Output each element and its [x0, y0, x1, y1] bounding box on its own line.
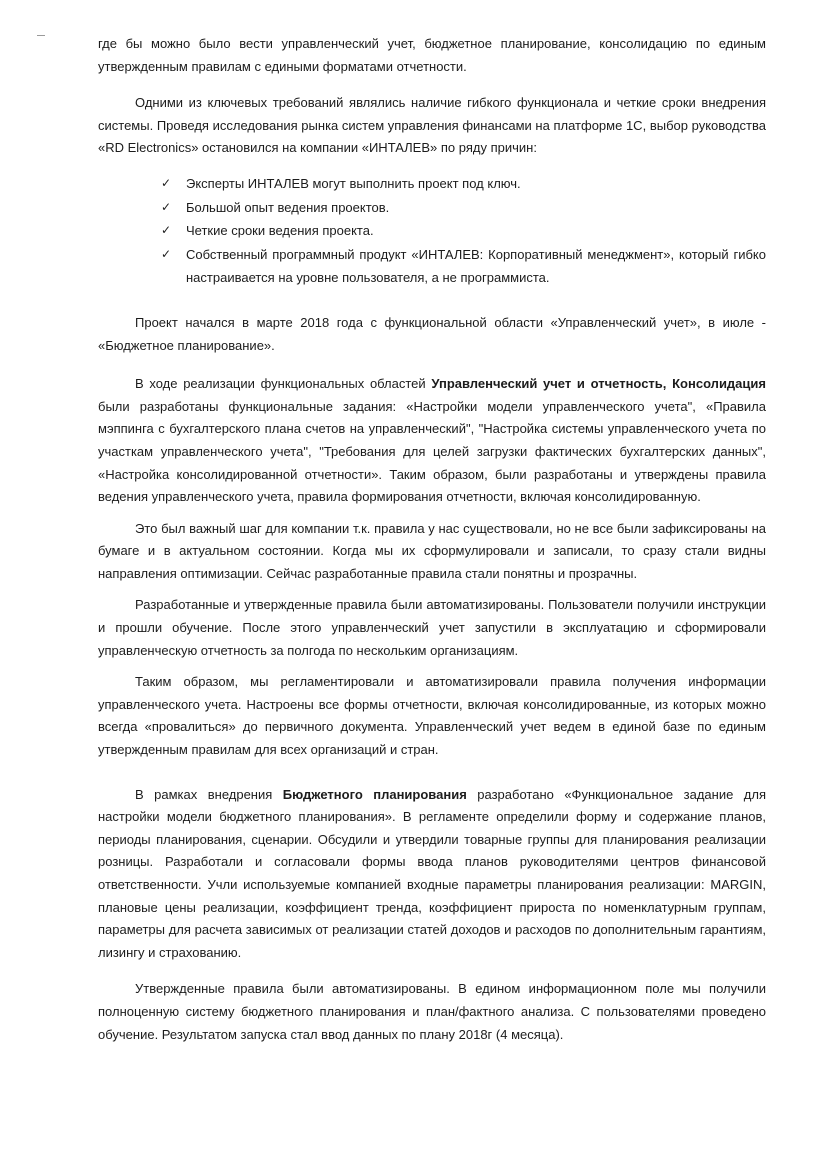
- paragraph-important-step: Это был важный шаг для компании т.к. правила у нас существовали, но не все были зафиксированы на бумаге и в актуальном состоянии. Когда мы их сформулировали и записали, то сразу стали видны направления оптимизации. Сейчас разработанные правила стали понятны и прозрачны.: [98, 520, 766, 581]
- list-item: ✓ Большой опыт ведения проектов.: [98, 196, 766, 220]
- paragraph-project-start: Проект начался в марте 2018 года с функциональной области «Управленческий учет», в июле - «Бюджетное планирование».: [98, 314, 766, 353]
- scan-mark: [37, 35, 45, 36]
- check-icon: ✓: [161, 175, 172, 190]
- paragraph-budget-planning: В рамках внедрения Бюджетного планирования разработано «Функциональное задание для настройки модели бюджетного планирования». В регламенте определили форму и содержание планов, периоды планирования, сценарии. Обсудили и утвердили товарные группы для планирования реализации розницы. Разработали и согласовали формы ввода планов руководителями центров финансовой ответственности. Учли используемые компанией входные параметры планирования реализации: MARGIN, плановые цены реализации, коэффициент тренда, коэффициент прироста по номенклатурным группам, параметры для расчета зависимых от реализации статей доходов и расходов по дополнительным гарантиям, лизингу и страхованию.: [98, 786, 767, 960]
- bold-term: Бюджетного планирования: [282, 786, 467, 802]
- document-body: [98, 33, 766, 1046]
- paragraph-requirements: Одними из ключевых требований являлись наличие гибкого функционала и четкие сроки внедрения системы. Проведя исследования рынка систем управления финансами на платформе 1С, выбор руководства «RD Electronics» остановился на компании «ИНТАЛЕВ» по ряду причин:: [98, 95, 766, 156]
- check-icon: ✓: [161, 199, 172, 214]
- list-item: ✓ Собственный программный продукт «ИНТАЛЕВ: Корпоративный менеджмент», который гибко настраивается на уровне пользователя, а не программиста.: [98, 243, 766, 290]
- bold-term: Управленческий учет и отчетность, Консолидация: [431, 376, 766, 392]
- paragraph-automation: Разработанные и утвержденные правила были автоматизированы. Пользователи получили инструкции и прошли обучение. После этого управленческий учет запустили в эксплуатацию и сформировали управленческую отчетность за полгода по нескольким организациям.: [98, 597, 766, 658]
- paragraph-intro: где бы можно было вести управленческий учет, бюджетное планирование, консолидацию по единым утвержденным правилам с едиными форматами отчетности.: [98, 36, 766, 74]
- check-icon: ✓: [161, 223, 172, 238]
- check-icon: ✓: [161, 246, 172, 261]
- list-item: ✓ Эксперты ИНТАЛЕВ могут выполнить проект под ключ.: [98, 172, 766, 196]
- paragraph-results: Утвержденные правила были автоматизированы. В едином информационном поле мы получили полноценную систему бюджетного планирования и план/фактного анализа. С пользователями проведено обучение. Результатом запуска стал ввод данных по плану 2018г (4 месяца).: [98, 981, 766, 1042]
- paragraph-regulation: Таким образом, мы регламентировали и автоматизировали правила получения информации управленческого учета. Настроены все формы отчетности, включая консолидированные, из которых можно всегда «провалиться» до первичного документа. Управленческий учет ведем в единой базе по единым утвержденным правилам для всех организаций и стран.: [98, 674, 766, 758]
- paragraph-management-accounting: В ходе реализации функциональных областей Управленческий учет и отчетность, Консолидация были разработаны функциональные задания: «Настройки модели управленческого учета", «Правила мэппинга с бухгалтерского плана счетов на управленческий", "Настройка системы управленческого учета по участкам управленческого учета", "Требования для целей загрузки фактических бухгалтерских данных", «Настройка консолидированной отчетности». Таким образом, были разработаны и утверждены правила ведения управленческого учета, правила формирования отчетности, включая консолидированную.: [98, 376, 766, 505]
- reasons-list: [98, 172, 766, 290]
- list-item: ✓ Четкие сроки ведения проекта.: [98, 219, 766, 243]
